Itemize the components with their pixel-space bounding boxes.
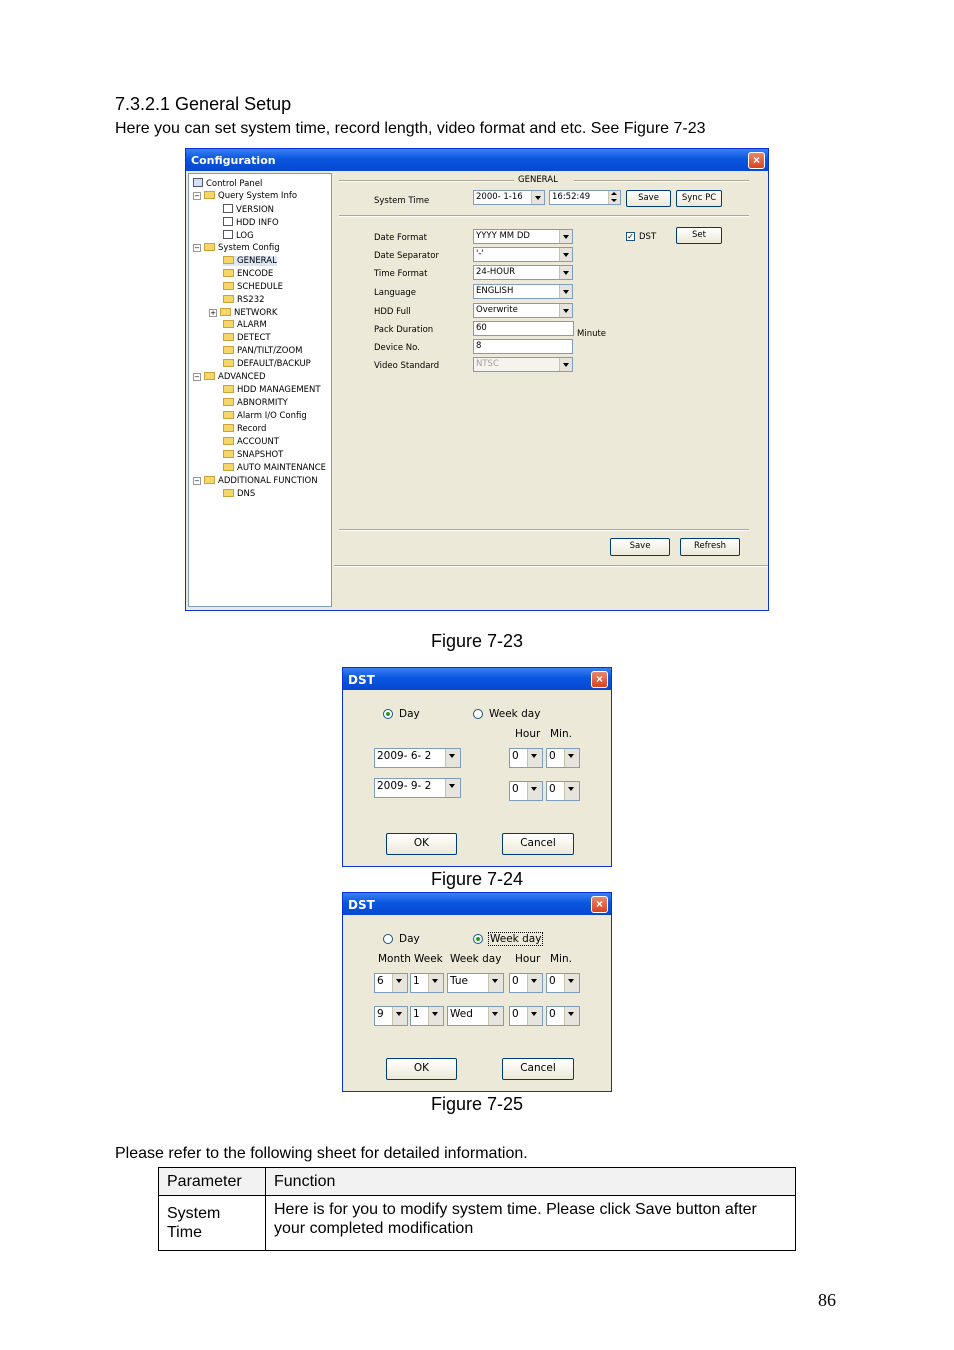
folder-icon bbox=[223, 333, 234, 341]
system-time-label: System Time bbox=[374, 196, 430, 206]
folder-icon bbox=[223, 489, 234, 497]
dialog-title: DST bbox=[343, 893, 611, 915]
group-icon bbox=[204, 243, 215, 251]
field-input[interactable]: 24-HOUR bbox=[473, 265, 573, 280]
end-hour-field[interactable]: 0 bbox=[509, 1006, 543, 1026]
chevron-down-icon[interactable] bbox=[559, 248, 572, 261]
close-icon[interactable]: × bbox=[591, 896, 608, 913]
tree-item[interactable] bbox=[223, 295, 265, 305]
tree-item-label: DETECT bbox=[237, 333, 271, 344]
folder-icon bbox=[223, 437, 234, 445]
minute-label: Minute bbox=[577, 329, 607, 339]
weekday-col-label: Week day bbox=[450, 953, 502, 965]
table-header-row bbox=[159, 1168, 796, 1196]
configuration-window bbox=[185, 148, 769, 611]
section-title: GENERAL bbox=[518, 175, 558, 185]
parameter-table bbox=[158, 1167, 796, 1251]
group-icon bbox=[204, 476, 215, 484]
week-label: Week bbox=[414, 953, 443, 965]
tree-item[interactable] bbox=[193, 476, 318, 486]
tree-item[interactable] bbox=[223, 450, 283, 460]
tree-item[interactable] bbox=[223, 424, 266, 434]
tree-item-label: SNAPSHOT bbox=[237, 449, 284, 460]
ok-button[interactable]: OK bbox=[386, 833, 457, 855]
tree-item-label: SCHEDULE bbox=[237, 281, 283, 292]
end-min-field[interactable]: 0 bbox=[546, 781, 580, 801]
cell-parameter: System Time bbox=[159, 1196, 266, 1251]
tree-item-label: RS232 bbox=[237, 294, 265, 305]
time-field[interactable]: 16:52:49 bbox=[549, 190, 621, 205]
end-date-field[interactable]: 2009- 9- 2 bbox=[374, 778, 461, 798]
folder-icon bbox=[220, 308, 231, 316]
start-min-field[interactable]: 0 bbox=[546, 973, 580, 993]
tree-item[interactable] bbox=[223, 385, 321, 395]
chevron-down-icon[interactable] bbox=[428, 974, 443, 992]
field-label: Language bbox=[374, 288, 416, 298]
folder-icon bbox=[223, 269, 234, 277]
tree-item-label: System Config bbox=[218, 242, 280, 253]
tree-item-label: PAN/TILT/ZOOM bbox=[237, 346, 303, 357]
tree-item[interactable] bbox=[223, 359, 311, 369]
start-min-field[interactable]: 0 bbox=[546, 748, 580, 768]
cell-function: Here is for you to modify system time. Please click Save button after your completed modification bbox=[266, 1196, 796, 1251]
end-min-field[interactable]: 0 bbox=[546, 1006, 580, 1026]
tree-item[interactable] bbox=[223, 230, 254, 241]
start-month-field[interactable]: 6 bbox=[374, 973, 408, 993]
tree-item-label: ADVANCED bbox=[218, 372, 266, 383]
chevron-down-icon[interactable] bbox=[559, 285, 572, 298]
field-input[interactable]: Overwrite bbox=[473, 303, 573, 318]
folder-icon bbox=[223, 359, 234, 367]
tree-item[interactable] bbox=[223, 282, 283, 292]
close-icon[interactable]: × bbox=[591, 671, 608, 688]
figure-caption-23: Figure 7-23 bbox=[430, 631, 524, 651]
intro-text: Here you can set system time, record length, video format and etc. See Figure 7-23 bbox=[115, 120, 706, 137]
close-icon[interactable]: × bbox=[748, 152, 765, 169]
field-input[interactable]: 8 bbox=[473, 339, 573, 354]
dst-dialog-weekday bbox=[342, 892, 612, 1092]
chevron-down-icon[interactable] bbox=[445, 779, 460, 797]
ok-button[interactable]: OK bbox=[386, 1058, 457, 1080]
field-input[interactable]: '-' bbox=[473, 247, 573, 262]
field-input[interactable]: YYYY MM DD bbox=[473, 229, 573, 244]
save-time-button[interactable]: Save bbox=[626, 190, 671, 207]
window-title: Configuration bbox=[186, 149, 768, 171]
control-panel-tree bbox=[188, 173, 332, 607]
chevron-down-icon[interactable] bbox=[559, 266, 572, 279]
dst-label: DST bbox=[639, 232, 657, 242]
folder-icon bbox=[223, 295, 234, 303]
folder-icon bbox=[223, 398, 234, 406]
collapse-icon[interactable]: − bbox=[194, 476, 200, 485]
hour-label: Hour bbox=[515, 728, 541, 740]
field-label: Pack Duration bbox=[374, 325, 434, 335]
tree-item[interactable] bbox=[223, 463, 326, 473]
chevron-down-icon[interactable] bbox=[428, 1007, 443, 1025]
chevron-down-icon[interactable] bbox=[527, 974, 542, 992]
tree-item[interactable] bbox=[193, 178, 262, 189]
tree-item-label: AUTO MAINTENANCE bbox=[237, 462, 327, 473]
tree-item-label: ABNORMITY bbox=[237, 398, 288, 409]
section-heading: 7.3.2.1 General Setup bbox=[115, 94, 292, 114]
tree-item-label: Alarm I/O Config bbox=[237, 411, 307, 422]
refresh-button[interactable]: Refresh bbox=[680, 538, 740, 556]
table-row bbox=[159, 1196, 796, 1251]
folder-icon bbox=[223, 463, 234, 471]
tree-item-label: Control Panel bbox=[206, 179, 263, 189]
document-icon bbox=[223, 230, 233, 239]
expand-icon[interactable]: + bbox=[210, 308, 216, 317]
min-label: Min. bbox=[550, 953, 572, 965]
day-label: Day bbox=[399, 933, 420, 945]
date-field[interactable]: 2000- 1-16 bbox=[473, 190, 545, 205]
tree-item[interactable] bbox=[223, 489, 255, 499]
tree-item[interactable] bbox=[223, 398, 288, 408]
tree-item[interactable] bbox=[223, 346, 302, 356]
refer-text: Please refer to the following sheet for detailed information. bbox=[115, 1145, 528, 1162]
day-label: Day bbox=[399, 708, 420, 720]
end-weekday-field[interactable]: Wed bbox=[447, 1006, 504, 1026]
start-week-field[interactable]: 1 bbox=[410, 973, 444, 993]
start-hour-field[interactable]: 0 bbox=[509, 748, 543, 768]
folder-icon bbox=[223, 450, 234, 458]
chevron-down-icon[interactable] bbox=[527, 1007, 542, 1025]
folder-icon bbox=[223, 320, 234, 328]
tree-item-label: ADDITIONAL FUNCTION bbox=[218, 475, 318, 486]
folder-icon bbox=[223, 424, 234, 432]
tree-item[interactable] bbox=[223, 269, 273, 279]
cancel-button[interactable]: Cancel bbox=[502, 1058, 574, 1080]
header-parameter: Parameter bbox=[159, 1168, 266, 1196]
day-radio[interactable] bbox=[383, 934, 393, 944]
tree-item-label: Record bbox=[237, 424, 267, 435]
folder-icon bbox=[223, 282, 234, 290]
tree-item[interactable] bbox=[209, 308, 278, 318]
chevron-down-icon[interactable] bbox=[527, 749, 542, 767]
chevron-down-icon[interactable] bbox=[564, 1007, 579, 1025]
group-icon bbox=[204, 372, 215, 380]
tree-item-label: ALARM bbox=[237, 320, 267, 331]
field-input: NTSC bbox=[473, 357, 573, 372]
chevron-down-icon[interactable] bbox=[564, 749, 579, 767]
collapse-icon[interactable]: − bbox=[194, 373, 200, 382]
tree-item-label: HDD MANAGEMENT bbox=[237, 385, 321, 396]
chevron-down-icon[interactable] bbox=[445, 749, 460, 767]
tree-item[interactable] bbox=[193, 191, 297, 201]
tree-item-label: DEFAULT/BACKUP bbox=[237, 359, 311, 370]
folder-icon bbox=[223, 411, 234, 419]
tree-item-label: ACCOUNT bbox=[237, 437, 279, 447]
chevron-down-icon[interactable] bbox=[527, 782, 542, 800]
field-input[interactable]: ENGLISH bbox=[473, 284, 573, 299]
tree-item[interactable] bbox=[223, 256, 277, 266]
weekday-label: Week day bbox=[489, 708, 541, 720]
field-label: HDD Full bbox=[374, 307, 411, 317]
tree-item-label: HDD INFO bbox=[236, 217, 279, 228]
field-label: Date Format bbox=[374, 233, 427, 243]
tree-item[interactable] bbox=[193, 243, 280, 253]
collapse-icon[interactable]: − bbox=[194, 191, 200, 200]
save-button[interactable]: Save bbox=[610, 538, 670, 556]
folder-icon bbox=[223, 256, 234, 264]
chevron-down-icon bbox=[559, 358, 572, 371]
field-label: Time Format bbox=[374, 269, 428, 279]
end-month-field[interactable]: 9 bbox=[374, 1006, 408, 1026]
settings-panel bbox=[334, 173, 768, 609]
field-input[interactable]: 60 bbox=[473, 321, 574, 336]
end-week-field[interactable]: 1 bbox=[410, 1006, 444, 1026]
weekday-radio[interactable] bbox=[473, 934, 483, 944]
figure-caption-25: Figure 7-25 bbox=[430, 1094, 524, 1114]
tree-item-label: Query System Info bbox=[218, 190, 298, 201]
folder-icon bbox=[223, 385, 234, 393]
chevron-down-icon[interactable] bbox=[559, 304, 572, 317]
start-date-field[interactable]: 2009- 6- 2 bbox=[374, 748, 461, 768]
set-button[interactable]: Set bbox=[676, 227, 722, 244]
header-function: Function bbox=[266, 1168, 796, 1196]
chevron-down-icon[interactable] bbox=[531, 191, 544, 204]
dialog-title: DST bbox=[343, 668, 611, 690]
cancel-button[interactable]: Cancel bbox=[502, 833, 574, 855]
field-label: Device No. bbox=[374, 343, 420, 353]
dst-checkbox[interactable]: ✓ bbox=[627, 232, 634, 241]
tree-item-label: VERSION bbox=[236, 204, 275, 215]
document-icon bbox=[223, 204, 233, 213]
spinner-icon[interactable] bbox=[608, 191, 620, 204]
chevron-down-icon[interactable] bbox=[488, 974, 503, 992]
chevron-down-icon[interactable] bbox=[392, 974, 407, 992]
weekday-radio[interactable] bbox=[473, 709, 483, 719]
tree-item[interactable] bbox=[223, 320, 267, 330]
tree-item[interactable] bbox=[223, 411, 307, 421]
tree-item-label: ENCODE bbox=[237, 268, 274, 279]
collapse-icon[interactable]: − bbox=[194, 243, 200, 252]
dst-dialog-day bbox=[342, 667, 612, 867]
chevron-down-icon[interactable] bbox=[564, 782, 579, 800]
tree-item[interactable] bbox=[193, 372, 266, 382]
field-label: Video Standard bbox=[374, 361, 440, 371]
chevron-down-icon[interactable] bbox=[559, 230, 572, 243]
tree-item[interactable] bbox=[223, 204, 274, 215]
day-radio[interactable] bbox=[383, 709, 393, 719]
tree-item-label: LOG bbox=[236, 230, 254, 241]
group-icon bbox=[204, 191, 215, 199]
tree-item[interactable] bbox=[223, 437, 279, 447]
end-hour-field[interactable]: 0 bbox=[509, 781, 543, 801]
month-label: Month bbox=[378, 953, 411, 965]
chevron-down-icon[interactable] bbox=[488, 1007, 503, 1025]
sync-pc-button[interactable]: Sync PC bbox=[676, 190, 722, 207]
tree-item[interactable] bbox=[223, 333, 271, 343]
tree-item-label: NETWORK bbox=[234, 307, 278, 318]
tree-item[interactable] bbox=[223, 217, 279, 228]
hour-label: Hour bbox=[515, 953, 541, 965]
field-label: Date Separator bbox=[374, 251, 439, 261]
chevron-down-icon[interactable] bbox=[564, 974, 579, 992]
tree-item-label: DNS bbox=[237, 488, 256, 499]
folder-icon bbox=[223, 346, 234, 354]
chevron-down-icon[interactable] bbox=[392, 1007, 407, 1025]
tree-item-label: GENERAL bbox=[237, 255, 277, 266]
weekday-label: Week day bbox=[490, 933, 542, 945]
figure-caption-24: Figure 7-24 bbox=[430, 869, 524, 889]
start-weekday-field[interactable]: Tue bbox=[447, 973, 504, 993]
computer-icon bbox=[193, 178, 203, 187]
start-hour-field[interactable]: 0 bbox=[509, 973, 543, 993]
min-label: Min. bbox=[550, 728, 572, 740]
page-number: 86 bbox=[818, 1290, 836, 1310]
document-icon bbox=[223, 217, 233, 226]
